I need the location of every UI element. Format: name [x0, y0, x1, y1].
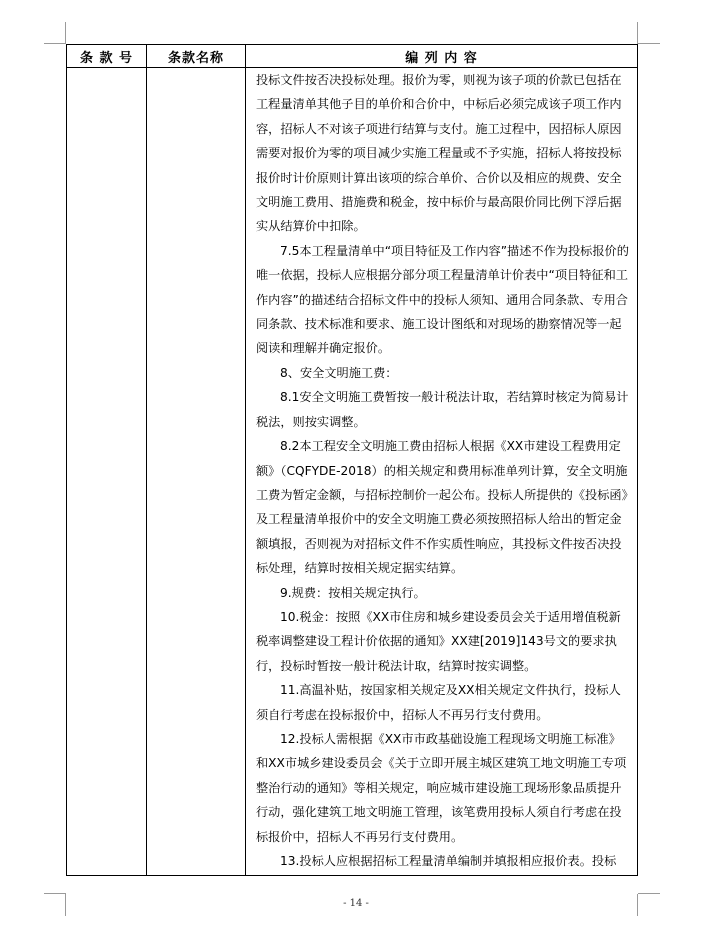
cell-content — [246, 68, 638, 876]
table-header-row — [67, 45, 638, 68]
crop-mark-bottom-right-h — [638, 893, 660, 894]
paragraph: 11.高温补贴，按国家相关规定及XX相关规定文件执行，投标人须自行考虑在投标报价中，招标人不再另行支付费用。 — [256, 683, 621, 722]
paragraph: 9.规费：按相关规定执行。 — [280, 585, 426, 600]
table-row — [67, 68, 638, 876]
header-clause-name: 条款名称 — [147, 45, 246, 68]
paragraph: 8、安全文明施工费： — [280, 365, 398, 380]
page-number: - 14 - — [343, 898, 369, 909]
crop-mark-top-left-h — [44, 43, 66, 44]
paragraph: 8.1安全文明施工费暂按一般计税法计取，若结算时核定为简易计税法，则按实调整。 — [256, 390, 629, 429]
crop-mark-top-right-v — [637, 22, 638, 44]
crop-mark-bottom-left-h — [44, 893, 66, 894]
crop-mark-top-left-v — [65, 22, 66, 44]
header-clause-number: 条 款 号 — [67, 45, 147, 68]
cell-clause-number — [67, 68, 147, 876]
paragraph: 13.投标人应根据招标工程量清单编制并填报相应报价表。投标 — [280, 854, 617, 868]
crop-mark-top-right-h — [638, 43, 660, 44]
paragraph: 12.投标人需根据《XX市市政基础设施工程现场文明施工标准》和XX市城乡建设委员会《关于立即开展主城区建筑工地文明施工专项整治行动的通知》等相关规定，响应城市建设施工现场形象品质提升行动，强化建筑工地文明施工管理，该笔费用投标人须自行考虑在投标报价中，招标人不再另行支付费用。 — [256, 731, 627, 844]
header-content: 编 列 内 容 — [246, 45, 638, 68]
paragraph: 投标文件按否决投标处理。报价为零，则视为该子项的价款已包括在工程量清单其他子目的单价和合价中，中标后必须完成该子项工作内容，招标人不对该子项进行结算与支付。施工过程中，因招标人原因需要对报价为零的项目减少实施工程量或不予实施，招标人将按投标报价时计价原则计算出该项的综合单价、合价以及相应的规费、安全文明施工费用、措施费和税金，按中标价与最高限价同比例下浮后据实从结算价中扣除。 — [256, 73, 622, 234]
content-body — [246, 68, 637, 873]
cell-clause-name — [147, 68, 246, 876]
paragraph: 8.2本工程安全文明施工费由招标人根据《XX市建设工程费用定额》（CQFYDE-2018）的相关规定和费用标准单列计算，安全文明施工费为暂定金额，与招标控制价一起公布。投标人所提供的《投标函》及工程量清单报价中的安全文明施工费必须按照招标人给出的暂定金额填报，否则视为对招标文件不作实质性响应，其投标文件按否决投标处理，结算时按相关规定据实结算。 — [256, 439, 628, 576]
paragraph: 7.5本工程量清单中“项目特征及工作内容”描述不作为投标报价的唯一依据，投标人应根据分部分项工程量清单计价表中“项目特征和工作内容”的描述结合招标文件中的投标人须知、通用合同条款、专用合同条款、技术标准和要求、施工设计图纸和对现场的勘察情况等一起阅读和理解并确定报价。 — [256, 243, 629, 356]
paragraph: 10.税金：按照《XX市住房和城乡建设委员会关于适用增值税新税率调整建设工程计价依据的通知》XX建[2019]143号文的要求执行，投标时暂按一般计税法计取，结算时按实调整。 — [256, 609, 621, 673]
document-table — [66, 44, 638, 876]
